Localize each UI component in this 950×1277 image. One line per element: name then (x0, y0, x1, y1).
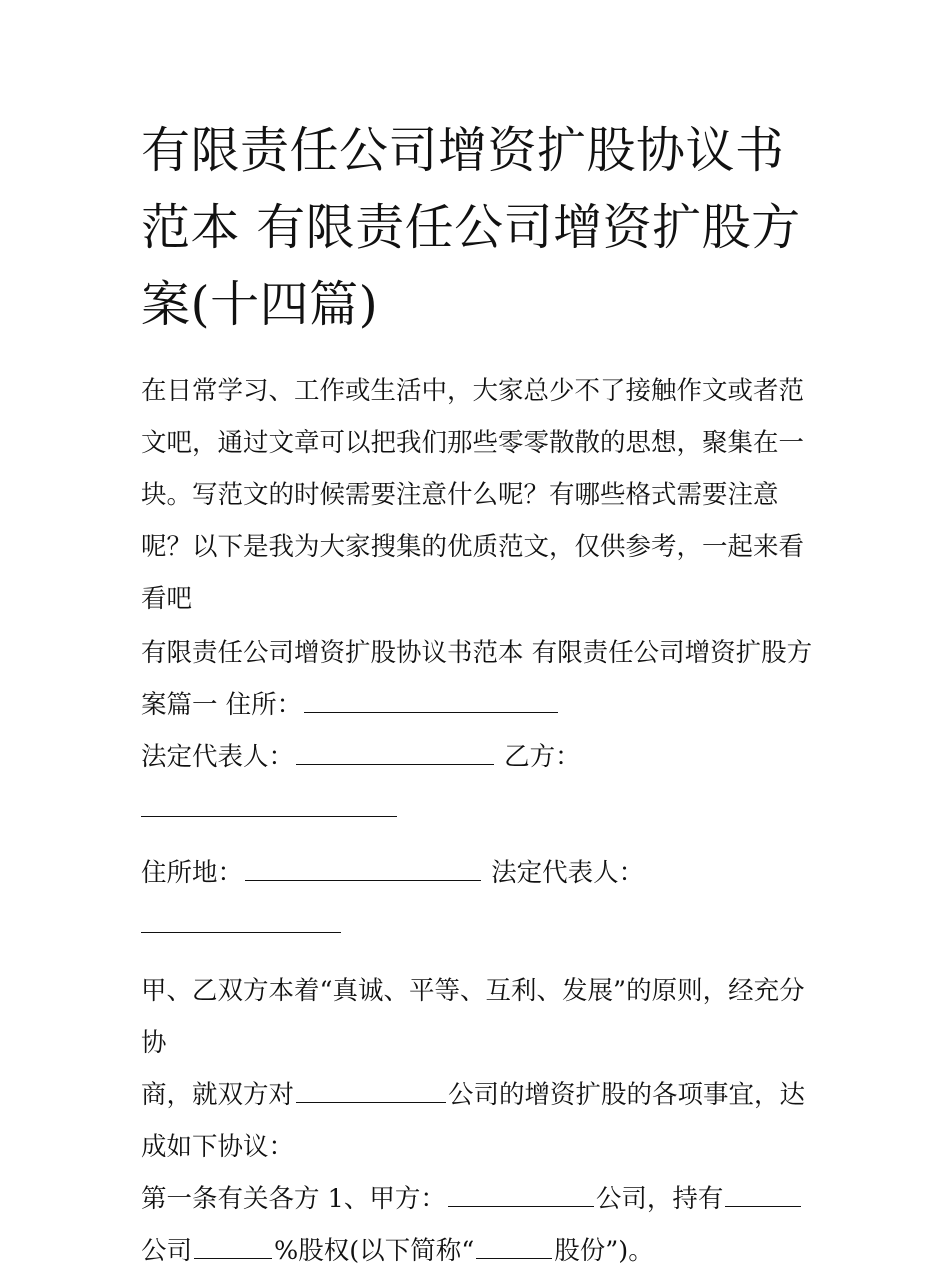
party-b-blank (141, 794, 397, 817)
legal-rep-2-blank (141, 910, 341, 933)
held-company-blank (725, 1184, 801, 1207)
document-page (141, 112, 813, 1277)
article1-text-d: %股权(以下简称“ (274, 1236, 475, 1266)
document-title: 有限责任公司增资扩股协议书范本 有限责任公司增资扩股方案(十四篇) (141, 122, 801, 333)
article1-text-b: 公司，持有 (595, 1184, 724, 1214)
section-heading-suffix: 案篇一 (141, 690, 218, 720)
legal-rep-2-blank-line (141, 899, 813, 951)
company-name-blank (296, 1080, 446, 1103)
party-a-company-blank (448, 1184, 594, 1207)
legal-rep-line (141, 731, 813, 783)
article1-text-e: 股份”)。 (554, 1236, 654, 1266)
residence-place-line (141, 847, 813, 899)
legal-rep-blank (296, 742, 494, 765)
party-b-label: 乙方： (504, 742, 581, 772)
residence-label: 住所： (225, 690, 303, 720)
article1-text-c: 公司 (141, 1236, 193, 1266)
principle-line-2 (141, 1069, 813, 1121)
principle-text: 甲、乙双方本着“真诚、平等、互利、发展”的原则，经充分协 (141, 976, 805, 1058)
section-heading-line-1 (141, 627, 813, 679)
principle-text-b: 商，就双方对 (141, 1080, 295, 1110)
principle-line-3 (141, 1121, 813, 1173)
residence-blank (304, 690, 558, 713)
principle-text-c: 公司的增资扩股的各项事宜，达 (448, 1080, 806, 1110)
share-name-blank (476, 1236, 552, 1259)
article1-line-2 (141, 1225, 813, 1277)
legal-rep-label-2: 法定代表人： (491, 858, 645, 888)
residence-place-blank (245, 858, 481, 881)
residence-place-label: 住所地： (141, 858, 244, 888)
document-body (141, 365, 813, 1277)
article1-line-1 (141, 1173, 813, 1225)
legal-rep-label: 法定代表人： (141, 742, 295, 772)
section-heading-text: 有限责任公司增资扩股协议书范本 有限责任公司增资扩股方 (141, 638, 813, 668)
article1-text-a: 第一条有关各方 1、甲方： (141, 1184, 446, 1214)
principle-text-d: 成如下协议： (141, 1132, 295, 1162)
intro-paragraph: 在日常学习、工作或生活中，大家总少不了接触作文或者范文吧，通过文章可以把我们那些零零散散的思想，聚集在一块。写范文的时候需要注意什么呢？有哪些格式需要注意呢？以下是我为大家搜集的优质范文，仅供参考，一起来看看吧 (141, 376, 805, 614)
equity-percent-blank (194, 1236, 272, 1259)
section-heading-line-2 (141, 679, 813, 731)
principle-line-1 (141, 965, 813, 1069)
party-b-blank-line (141, 783, 813, 835)
